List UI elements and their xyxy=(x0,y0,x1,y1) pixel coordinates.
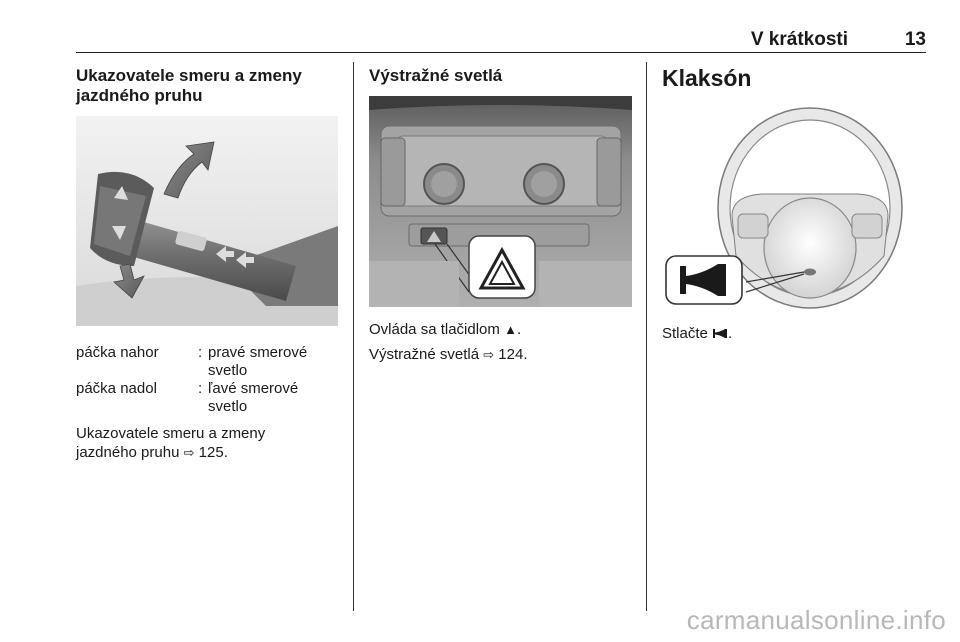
turn-signals-heading: Ukazovatele smeru a zmeny jazdného pruhu xyxy=(76,66,302,105)
page-reference-arrow-icon: ⇨ xyxy=(183,445,195,460)
page-number: 13 xyxy=(904,29,926,50)
steering-wheel-illustration xyxy=(662,96,926,310)
definition-description: pravé smerové svetlo xyxy=(208,344,308,379)
turn-signal-lever-illustration xyxy=(76,116,338,326)
hazard-instruction-text: Ovláda sa tlačidlom xyxy=(369,321,500,338)
column-turn-signals xyxy=(76,66,340,106)
column-hazard-lights xyxy=(369,66,633,86)
hazard-warning-icon: ▲ xyxy=(504,322,517,337)
page-reference: 125. xyxy=(198,444,228,461)
hazard-lights-heading: Výstražné svetlá xyxy=(369,66,503,85)
definition-description: ľavé smerové svetlo xyxy=(208,380,299,415)
page-reference-arrow-icon: ⇨ xyxy=(483,347,495,362)
page-reference: 124. xyxy=(498,346,528,363)
definition-colon: : xyxy=(198,344,203,361)
definition-colon: : xyxy=(198,380,203,397)
watermark: carmanualsonline.info xyxy=(686,605,946,635)
hazard-button-illustration xyxy=(369,96,632,307)
definition-term: páčka nadol xyxy=(76,380,157,397)
horn-instruction xyxy=(662,324,926,343)
paragraph-text: Ukazovatele smeru a zmeny jazdného pruhu xyxy=(76,425,266,461)
column-divider-2 xyxy=(646,62,647,611)
section-title: V krátkosti xyxy=(750,29,848,50)
hazard-reference-text: Výstražné svetlá xyxy=(369,346,480,363)
hazard-line-1 xyxy=(369,320,633,339)
page-header xyxy=(76,26,926,53)
lever-definitions xyxy=(76,344,340,416)
column-horn xyxy=(662,64,926,92)
sentence-end: . xyxy=(516,321,522,338)
horn-heading: Klaksón xyxy=(662,65,752,91)
turn-signals-paragraph xyxy=(76,424,296,462)
sentence-end: . xyxy=(728,325,733,342)
definition-row-up xyxy=(76,344,340,380)
horn-icon xyxy=(712,328,728,339)
column-divider-1 xyxy=(353,62,354,611)
definition-term: páčka nahor xyxy=(76,344,159,361)
hazard-line-2 xyxy=(369,345,633,364)
definition-row-down xyxy=(76,380,340,416)
horn-instruction-text: Stlačte xyxy=(662,325,708,342)
